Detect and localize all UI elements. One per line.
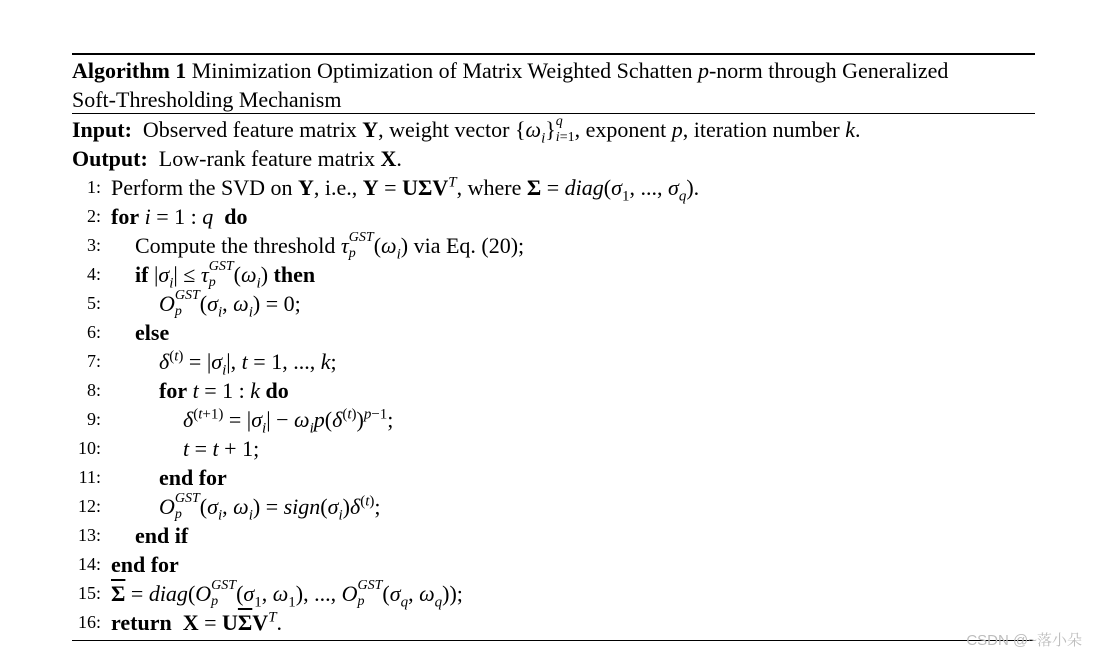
kw-then: then <box>273 262 316 287</box>
line-body <box>111 550 179 579</box>
line-number: 1: <box>86 177 101 197</box>
kw-for: for <box>111 204 140 229</box>
watermark: CSDN @~落小朵 <box>966 632 1082 649</box>
line-body <box>159 463 227 492</box>
line-number: 10: <box>77 438 101 458</box>
output-row <box>72 144 402 173</box>
kw-return: return <box>111 610 172 635</box>
line-body: if $|\sigma_i| \le \tau$ GST p $(\omega_i)$ then <box>135 258 316 292</box>
top-rule <box>72 53 1035 55</box>
algorithm-title-line2: Soft-Thresholding Mechanism <box>72 87 342 112</box>
kw-end-for: end for <box>159 465 227 490</box>
line-body: O GST p ($\sigma_i$, $\omega_i$) = $sign(\sigma_i)\delta^{(t)}$; <box>159 490 381 524</box>
algorithm-label: Algorithm 1 <box>72 58 187 83</box>
kw-end-if: end if <box>135 523 189 548</box>
line-number: 15: <box>77 583 101 603</box>
bottom-rule <box>72 640 1035 641</box>
algorithm-caption <box>72 56 1042 114</box>
output-label: Output: <box>72 146 148 171</box>
line-body: $\overline{\Sigma}$ = diag(O GST p ($\sigma_1$, $\omega_1$), ..., O GST p ($\sigma_q$, $\omega_q$)); <box>111 577 463 611</box>
line-number: 5: <box>86 293 101 313</box>
line-body: Compute the threshold τ GST p $(\omega_i)$ via Eq. (20); <box>135 229 525 263</box>
mid-rule <box>72 113 1035 114</box>
line-number: 2: <box>86 206 101 226</box>
line-body <box>135 521 188 550</box>
kw-if: if <box>135 262 149 287</box>
line-body: return $X = U\overline{\Sigma}V^T$. <box>111 609 283 635</box>
line-body: O GST p ($\sigma_i$, $\omega_i) = 0$; <box>159 287 301 321</box>
line-body: Perform the SVD on Y, i.e., $Y = U\Sigma V^T$, where $\Sigma = diag(\sigma_1$, ..., $\sigma_q$). <box>111 174 700 205</box>
line-body: for t = 1 : k do <box>159 378 289 403</box>
input-row <box>72 113 861 147</box>
line-number: 12: <box>77 496 101 516</box>
kw-do: do <box>265 378 289 403</box>
line-number: 16: <box>77 612 101 632</box>
input-text: Observed feature matrix Y, weight vector $\{\omega_i\}$ q i=1 , exponent p, iteration number k. <box>137 113 861 147</box>
algorithm-title-part2: -norm through Generalized <box>708 58 949 83</box>
line-number: 4: <box>86 264 101 284</box>
line-body: t = t + 1; <box>183 436 260 461</box>
kw-for: for <box>159 378 188 403</box>
kw-else: else <box>135 320 170 345</box>
line-body: $\delta^{(t+1)} = |\sigma_i| - \omega_ip(\delta^{(t)})^{p-1}$; <box>183 406 394 437</box>
line-number: 7: <box>86 351 101 371</box>
line-body: for i = 1 : q do <box>111 204 248 229</box>
input-label: Input: <box>72 117 132 142</box>
line-body <box>135 318 169 347</box>
line-body: $\delta^{(t)} = |\sigma_i|$, t = 1, ..., k; <box>159 348 337 379</box>
algorithm-title-var: p <box>697 58 709 83</box>
line-number: 6: <box>86 322 101 342</box>
line-number: 11: <box>78 467 101 487</box>
line-number: 9: <box>86 409 101 429</box>
algorithm-title-part1: Minimization Optimization of Matrix Weighted Schatten <box>191 58 698 83</box>
line-number: 3: <box>86 235 101 255</box>
kw-do: do <box>224 204 248 229</box>
output-text: Low-rank feature matrix X. <box>153 146 402 171</box>
kw-end-for: end for <box>111 552 179 577</box>
line-number: 8: <box>86 380 101 400</box>
line-number: 14: <box>77 554 101 574</box>
line-number: 13: <box>77 525 101 545</box>
